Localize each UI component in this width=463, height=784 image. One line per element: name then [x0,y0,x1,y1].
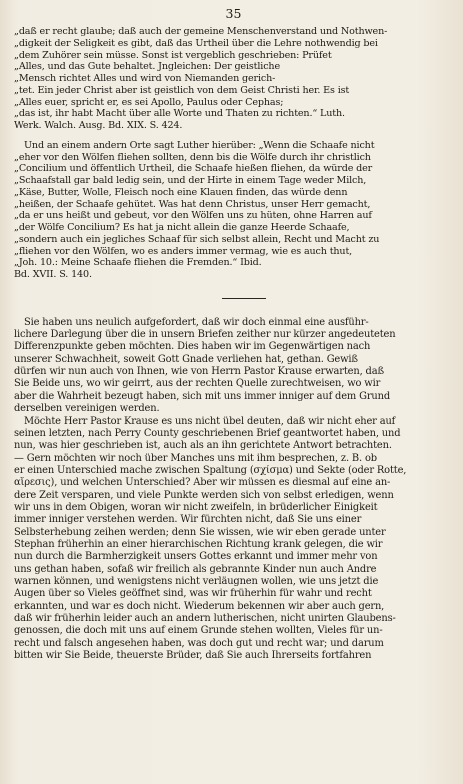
section-divider [14,281,453,317]
page-number: 35 [225,6,242,21]
quote-line: „Alles euer, spricht er, es sei Apollo, Paulus oder Cephas; [14,96,284,108]
body-line: immer inniger verstehen werden. Wir fürchten nicht, daß Sie uns einer [14,514,362,526]
body-line: wir uns in dem Obigen, woran wir nicht zweifeln, in brüderlicher Einigkeit [14,501,378,513]
body-line: Stephan früherhin an einer hierarchischen Richtung krank gelegen, die wir [14,538,383,550]
quote-line: „da er uns heißt und gebeut, vor den Wölfen uns zu hüten, ohne Harren auf [14,210,372,222]
body-line: bitten wir Sie Beide, theuerste Brüder, daß Sie auch Ihrerseits fortfahren [14,650,372,662]
body-line: Sie haben uns neulich aufgefordert, daß wir doch einmal eine ausführ- [24,316,369,328]
quote-citation: Werk. Walch. Ausg. Bd. XIX. S. 424. [14,120,183,131]
body-line: Möchte Herr Pastor Krause es uns nicht übel deuten, daß wir nicht eher auf [24,415,396,427]
quote-line: „Alles, und das Gute behaltet. Jngleichen: Der geistliche [14,61,280,73]
body-line: warnen können, und wenigstens nicht verläugnen wollen, wie uns jetzt die [14,575,379,587]
body-line: genossen, die doch mit uns auf einem Grunde stehen wollten, Vieles für un- [14,625,383,637]
quote-line: „daß er recht glaube; daß auch der gemeine Menschenverstand und Nothwen- [14,26,388,37]
body-line: lichere Darlegung über die in unsern Briefen zeither nur kürzer angedeuteten [14,329,396,341]
body-line: daß wir früherhin leider auch an andern lutherischen, nicht unirten Glaubens- [14,613,396,624]
divider-rule [222,298,266,299]
quote-line: „sondern auch ein jegliches Schaaf für sich selbst allein, Recht und Macht zu [14,233,380,245]
body-line: — Gern möchten wir noch über Manches uns mit ihm besprechen, z. B. ob [14,452,377,464]
quote-line: „heißen, der Schaafe gehütet. Was hat denn Christus, unser Herr gemacht, [14,198,371,210]
body-line: uns gethan haben, sofaß wir freilich als gebrannte Kinder nun auch Andre [14,563,377,575]
quote-line: „Concilium und öffentlich Urtheil, die Schaafe hießen fliehen, da würde der [14,163,373,175]
luther-quote-block [14,26,453,132]
body-line: αἵρεσις), und welchen Unterschied? Aber wir müssen es diesmal auf eine an- [14,477,391,489]
quote-line: „dem Zuhörer sein müsse. Sonst ist vergeblich geschrieben: Prüfet [14,49,332,61]
body-line: dürfen wir nun auch von Ihnen, wie von Herrn Pastor Krause erwarten, daß [14,366,384,378]
body-line: nun durch die Barmherzigkeit unsers Gottes erkannt und immer mehr von [14,551,378,563]
quote-line: „Schaafstall gar bald ledig sein, und der Hirte in einem Tage weder Milch, [14,175,367,186]
body-line: Selbsterhebung zeihen werden; denn Sie wissen, wie wir eben gerade unter [14,526,386,538]
quote-line: „der Wölfe Concilium? Es hat ja nicht allein die ganze Heerde Schaafe, [14,222,350,233]
body-line: derselben vereinigen werden. [14,403,160,415]
quote-line: „tet. Ein jeder Christ aber ist geistlich von dem Geist Christi her. Es ist [14,84,350,96]
body-line: aber die Wahrheit bezeugt haben, sich mit uns immer inniger auf dem Grund [14,390,391,402]
quote-line: „das ist, ihr habt Macht über alle Worte und Thaten zu richten.“ Luth. [14,108,345,120]
body-line: recht und falsch angesehen haben, was doch gut und recht war; und darum [14,637,384,649]
body-line: er einen Unterschied mache zwischen Spaltung (σχίσμα) und Sekte (oder Rotte, [14,464,407,476]
body-line: seinen letzten, nach Perry County geschriebenen Brief geantwortet haben, und [14,427,401,439]
quote-line: Und an einem andern Orte sagt Luther hierüber: „Wenn die Schaafe nicht [24,139,375,151]
body-line: nun, was hier geschrieben ist, auch als an ihn gerichtete Antwort betrachten. [14,440,392,452]
luther-second-quote-block [14,140,453,281]
quote-line: „Joh. 10.: Meine Schaafe fliehen die Fremden.“ Ibid. [14,257,262,269]
body-line: Augen über so Vieles geöffnet sind, was wir früherhin für wahr und recht [14,588,372,600]
body-line: Differenzpunkte geben möchten. Dies haben wir im Gegenwärtigen nach [14,341,371,353]
quote-line: „eher vor den Wölfen fliehen sollten, denn bis die Wölfe durch ihr christlich [14,151,371,163]
letter-body [14,317,453,663]
quote-line: „fliehen vor den Wölfen, wo es anders immer vermag, wie es auch thut, [14,245,353,257]
quote-line: „Mensch richtet Alles und wird von Niemanden gerich- [14,73,276,84]
body-line: erkannten, und war es doch nicht. Wiederum bekennen wir aber auch gern, [14,600,385,612]
body-line: unserer Schwachheit, soweit Gott Gnade verliehen hat, gethan. Gewiß [14,353,358,365]
spacer [14,132,453,140]
quote-line: „Käse, Butter, Wolle, Fleisch noch eine Klauen finden, das würde denn [14,186,348,198]
body-line: dere Zeit versparen, und viele Punkte werden sich von selbst erledigen, wenn [14,489,394,501]
quote-line: „digkeit der Seligkeit es gibt, daß das Urtheil über die Lehre nothwendig bei [14,37,378,49]
quote-citation: Bd. XVII. S. 140. [14,269,92,280]
body-line: Sie Beide uns, wo wir geirrt, aus der rechten Quelle zurechtweisen, wo wir [14,378,381,390]
